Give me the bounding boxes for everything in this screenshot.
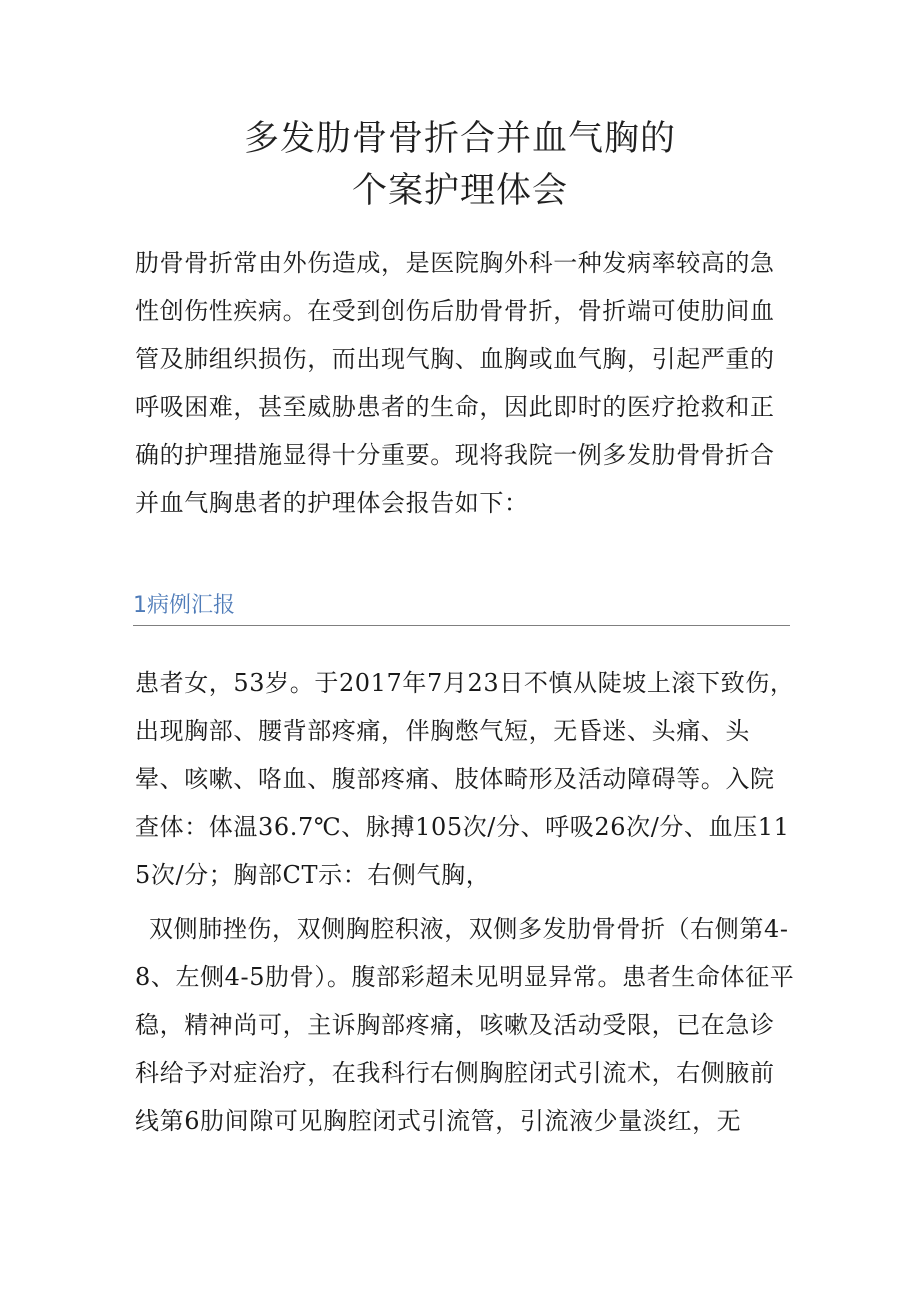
document-title-line-1: 多发肋骨骨折合并血气胸的 [243,119,676,159]
document-title-line-2: 个案护理体会 [351,171,568,211]
intro-paragraph: 肋骨骨折常由外伤造成，是医院胸外科一种发病率较高的急性创伤性疾病。在受到创伤后肋骨骨折，骨折端可使肋间血管及肺组织损伤，而出现气胸、血胸或血气胸，引起严重的呼吸困难，甚至威胁患者的生命，因此即时的医疗抢救和正确的护理措施显得十分重要。现将我院一例多发肋骨骨折合并血气胸患者的护理体会报告如下： [135,249,775,517]
section-heading-case-report [133,589,790,626]
case-paragraph-1: 患者女，53岁。于2017年7月23日不慎从陡坡上滚下致伤，出现胸部、腰背部疼痛，伴胸憋气短，无昏迷、头痛、头晕、咳嗽、咯血、腹部疼痛、肢体畸形及活动障碍等。入院查体：体温36.7℃、脉搏105次/分、呼吸26次/分、血压115次/分；胸部CT示：右侧气胸， [135,669,795,889]
section-heading-text: 1病例汇报 [133,593,235,618]
case-paragraph-2: 双侧肺挫伤，双侧胸腔积液，双侧多发肋骨骨折（右侧第4-8、左侧4-5肋骨）。腹部彩超未见明显异常。患者生命体征平稳，精神尚可，主诉胸部疼痛，咳嗽及活动受限，已在急诊科给予对症治疗，在我科行右侧胸腔闭式引流术，右侧腋前线第6肋间隙可见胸腔闭式引流管，引流液少量淡红，无 [135,915,795,1135]
